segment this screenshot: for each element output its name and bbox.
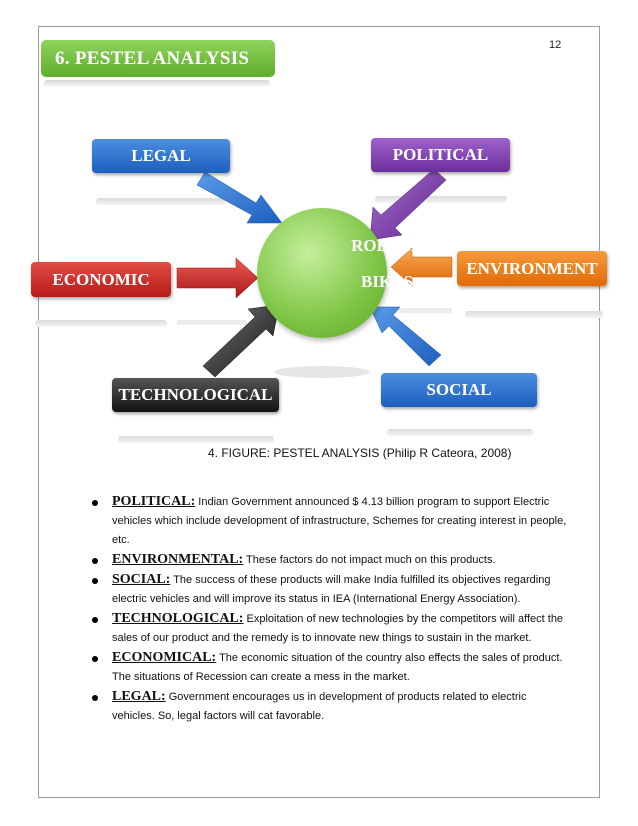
legal-label: LEGAL — [131, 146, 191, 165]
bullet-list — [92, 492, 572, 726]
legal-arrow — [197, 172, 282, 223]
center-label-line1: ROLLER — [351, 236, 423, 255]
bullet-text: Exploitation of new technologies by the competitors will affect the sales of our product and the remedy is to innovate new things to sustain in the market. — [112, 613, 564, 644]
technological-reflection — [118, 436, 274, 443]
environment-reflection — [465, 311, 603, 318]
bullet-text: Government encourages us in development of products related to electric vehicles. So, legal factors will cat favorable. — [112, 691, 527, 722]
bullet-icon — [92, 617, 98, 623]
bullet-term: POLITICAL: — [112, 494, 196, 509]
political-box — [371, 138, 510, 172]
list-item — [92, 609, 572, 648]
figure-caption: 4. FIGURE: PESTEL ANALYSIS (Philip R Cateora, 2008) — [208, 446, 512, 460]
bullet-icon — [92, 500, 98, 506]
bullet-text: Indian Government announced $ 4.13 billion program to support Electric vehicles which include development of infrastructure, Schemes for creating interest in people, etc. — [112, 496, 567, 546]
legal-reflection — [96, 198, 226, 205]
technological-arrow — [203, 305, 279, 377]
list-item — [92, 648, 572, 687]
bullet-term: LEGAL: — [112, 689, 166, 704]
technological-box — [112, 378, 279, 412]
page-number: 12 — [549, 39, 562, 51]
legal-box — [92, 139, 230, 173]
bullet-icon — [92, 695, 98, 701]
bullet-icon — [92, 656, 98, 662]
social-box — [381, 373, 537, 407]
environment-box — [457, 251, 607, 286]
social-label: SOCIAL — [426, 380, 492, 399]
environment-label: ENVIRONMENT — [466, 259, 598, 278]
economic-reflection — [35, 320, 167, 327]
social-arrow — [370, 307, 441, 366]
bullet-text: The economic situation of the country also effects the sales of product. The situations of Recession can create a mess in the market. — [112, 652, 563, 683]
bullet-icon — [92, 558, 98, 564]
economic-arrow — [177, 258, 258, 298]
bullet-text: The success of these products will make India fulfilled its objectives regarding electric vehicles and will improve its status in IEA (International Energy Association). — [112, 574, 551, 605]
political-label: POLITICAL — [392, 145, 489, 164]
bullet-term: SOCIAL: — [112, 572, 171, 587]
list-item — [92, 550, 572, 570]
environment-arrow-reflection — [392, 308, 452, 313]
economic-box — [31, 262, 171, 297]
technological-label: TECHNOLOGICAL — [118, 385, 273, 404]
social-reflection — [387, 429, 533, 436]
center-node — [257, 208, 423, 338]
list-item — [92, 687, 572, 726]
list-item — [92, 492, 572, 550]
bullet-term: TECHNOLOGICAL: — [112, 611, 244, 626]
center-shadow — [274, 366, 370, 378]
list-item — [92, 570, 572, 609]
bullet-text: These factors do not impact much on this products. — [243, 554, 496, 566]
economic-arrow-reflection — [177, 320, 247, 325]
section-title: 6. PESTEL ANALYSIS — [41, 40, 275, 77]
center-label-line2: BIKES — [361, 272, 413, 291]
political-reflection — [375, 196, 507, 203]
economic-label: ECONOMIC — [52, 270, 150, 289]
bullet-term: ENVIRONMENTAL: — [112, 552, 244, 567]
bullet-icon — [92, 578, 98, 584]
political-arrow — [370, 169, 446, 240]
bullet-term: ECONOMICAL: — [112, 650, 217, 665]
